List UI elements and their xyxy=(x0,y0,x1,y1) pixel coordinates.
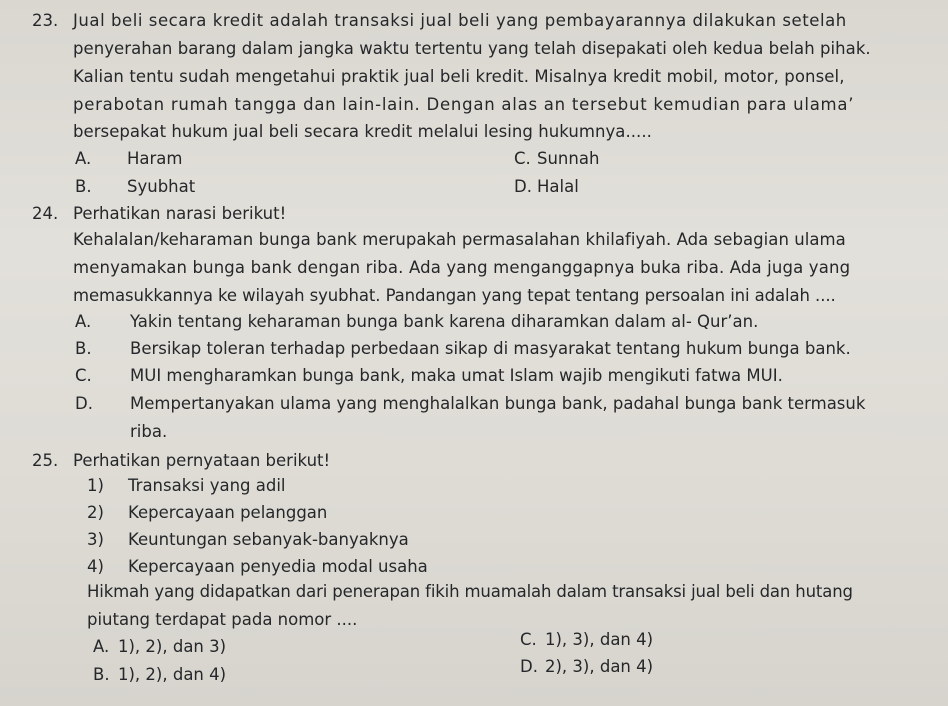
option-letter: C. xyxy=(75,366,92,385)
question-text-line: bersepakat hukum jual beli secara kredit melalui lesing hukumnya..... xyxy=(73,122,652,141)
statement-text: Transaksi yang adil xyxy=(128,476,286,495)
question-text-line: perabotan rumah tangga dan lain-lain. Dengan alas an tersebut kemudian para ulama’ xyxy=(73,95,855,114)
option-text: Sunnah xyxy=(537,149,600,168)
option-text: 1), 3), dan 4) xyxy=(545,630,654,649)
option-text: Mempertanyakan ulama yang menghalalkan bunga bank, padahal bunga bank termasuk xyxy=(130,394,866,413)
option-letter: A. xyxy=(75,149,92,168)
option-text: MUI mengharamkan bunga bank, maka umat Islam wajib mengikuti fatwa MUI. xyxy=(130,366,783,385)
option-letter: D. xyxy=(514,177,532,196)
question-number: 23. xyxy=(32,11,59,30)
option-text: Haram xyxy=(127,149,183,168)
option-text-continuation: riba. xyxy=(130,422,168,441)
question-text-line: Jual beli secara kredit adalah transaksi jual beli yang pembayarannya dilakukan setelah xyxy=(73,11,847,30)
option-letter: B. xyxy=(93,665,110,684)
question-text-line: memasukkannya ke wilayah syubhat. Pandangan yang tepat tentang persoalan ini adalah .... xyxy=(73,286,836,305)
option-text: Halal xyxy=(537,177,579,196)
option-letter: A. xyxy=(93,637,110,656)
option-text: 1), 2), dan 3) xyxy=(118,637,227,656)
question-text-line: piutang terdapat pada nomor .... xyxy=(87,610,358,629)
question-number: 24. xyxy=(32,204,59,223)
option-letter: A. xyxy=(75,312,92,331)
question-number: 25. xyxy=(32,451,59,470)
question-text-line: menyamakan bunga bank dengan riba. Ada yang menganggapnya buka riba. Ada juga yang xyxy=(73,258,851,277)
statement-number: 4) xyxy=(87,557,104,576)
option-letter: C. xyxy=(514,149,531,168)
question-text-line: Kalian tentu sudah mengetahui praktik jual beli kredit. Misalnya kredit mobil, motor, ponsel, xyxy=(73,67,845,86)
statement-number: 3) xyxy=(87,530,104,549)
option-letter: D. xyxy=(75,394,93,413)
statement-text: Kepercayaan pelanggan xyxy=(128,503,328,522)
statement-text: Keuntungan sebanyak-banyaknya xyxy=(128,530,409,549)
option-letter: D. xyxy=(520,657,538,676)
question-heading: Perhatikan pernyataan berikut! xyxy=(73,451,331,470)
option-letter: B. xyxy=(75,177,92,196)
question-text-line: Hikmah yang didapatkan dari penerapan fikih muamalah dalam transaksi jual beli dan hutang xyxy=(87,582,853,601)
option-text: 2), 3), dan 4) xyxy=(545,657,654,676)
question-text-line: Kehalalan/keharaman bunga bank merupakah permasalahan khilafiyah. Ada sebagian ulama xyxy=(73,230,846,249)
option-letter: C. xyxy=(520,630,537,649)
option-letter: B. xyxy=(75,339,92,358)
option-text: Syubhat xyxy=(127,177,196,196)
statement-text: Kepercayaan penyedia modal usaha xyxy=(128,557,428,576)
option-text: Bersikap toleran terhadap perbedaan sikap di masyarakat tentang hukum bunga bank. xyxy=(130,339,851,358)
option-text: 1), 2), dan 4) xyxy=(118,665,227,684)
question-heading: Perhatikan narasi berikut! xyxy=(73,204,287,223)
question-text-line: penyerahan barang dalam jangka waktu tertentu yang telah disepakati oleh kedua belah pihak. xyxy=(73,39,871,58)
statement-number: 1) xyxy=(87,476,104,495)
statement-number: 2) xyxy=(87,503,104,522)
option-text: Yakin tentang keharaman bunga bank karena diharamkan dalam al- Qur’an. xyxy=(130,312,759,331)
